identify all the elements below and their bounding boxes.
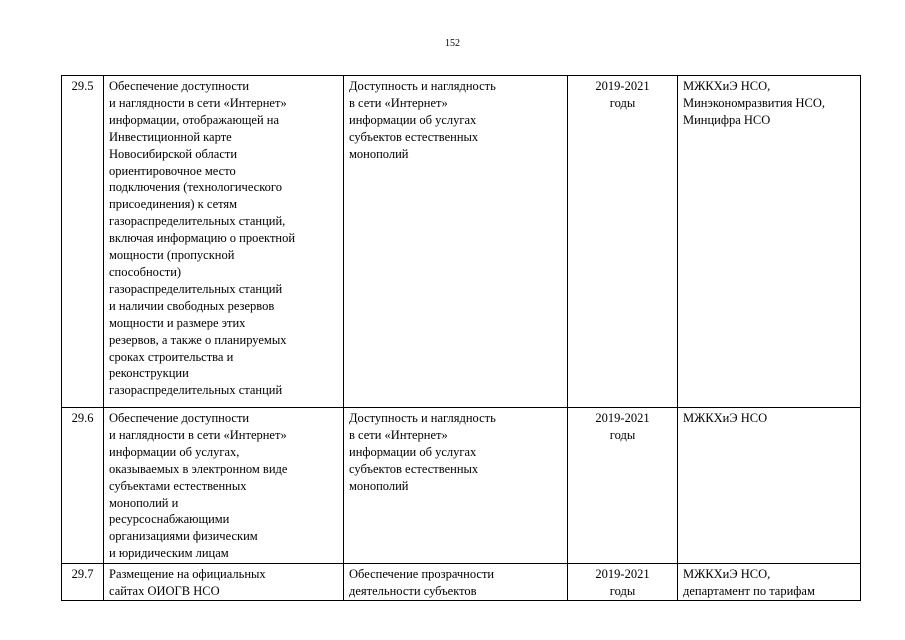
text-line: Обеспечение доступности bbox=[109, 79, 250, 93]
text-line: Размещение на официальных bbox=[109, 567, 266, 581]
text-line: годы bbox=[609, 427, 636, 442]
text-line: газораспределительных станций bbox=[109, 383, 283, 398]
table-row bbox=[62, 564, 861, 601]
text-line: мощности и размере этих bbox=[109, 315, 246, 330]
text-line: Доступность и наглядность bbox=[349, 79, 496, 93]
text-line: 2019-2021 bbox=[595, 411, 650, 425]
text-line: подключения (технологического bbox=[109, 180, 282, 195]
text-line: 2019-2021 bbox=[595, 567, 650, 581]
cell-responsible bbox=[678, 564, 861, 601]
text-line: годы bbox=[609, 95, 636, 110]
text-line: реконструкции bbox=[109, 366, 189, 381]
text-line: в сети «Интернет» bbox=[349, 95, 448, 110]
text-line: и юридическим лицам bbox=[109, 546, 229, 561]
text-line: включая информацию о проектной bbox=[109, 231, 296, 246]
text-line: годы bbox=[609, 583, 636, 598]
text-line: организациями физическим bbox=[109, 529, 258, 544]
text-line: способности) bbox=[109, 264, 182, 279]
cell-number: 29.7 bbox=[62, 564, 104, 601]
text-line: Обеспечение доступности bbox=[109, 411, 250, 425]
cell-responsible bbox=[678, 408, 861, 564]
text-line: МЖКХиЭ НСО bbox=[683, 411, 768, 425]
text-line: монополий и bbox=[109, 495, 179, 510]
cell-period bbox=[568, 564, 678, 601]
text-line: и наличии свободных резервов bbox=[109, 298, 275, 313]
cell-result bbox=[344, 76, 568, 408]
text-line: департамент по тарифам bbox=[683, 583, 815, 598]
text-line: Инвестиционной карте bbox=[109, 129, 232, 144]
text-line: сроках строительства и bbox=[109, 349, 234, 364]
text-line: Доступность и наглядность bbox=[349, 411, 496, 425]
text-line: и наглядности в сети «Интернет» bbox=[109, 95, 287, 110]
text-line: монополий bbox=[349, 146, 409, 161]
cell-number: 29.6 bbox=[62, 408, 104, 564]
text-line: ориентировочное место bbox=[109, 163, 236, 178]
text-line: присоединения) к сетям bbox=[109, 197, 238, 212]
cell-number: 29.5 bbox=[62, 76, 104, 408]
text-line: сайтах ОИОГВ НСО bbox=[109, 583, 220, 598]
text-line: газораспределительных станций, bbox=[109, 214, 286, 229]
text-line: МЖКХиЭ НСО, bbox=[683, 567, 771, 581]
text-line: деятельности субъектов bbox=[349, 583, 477, 598]
text-line: Новосибирской области bbox=[109, 146, 238, 161]
cell-action bbox=[104, 564, 344, 601]
text-line: Обеспечение прозрачности bbox=[349, 567, 495, 581]
text-line: и наглядности в сети «Интернет» bbox=[109, 427, 287, 442]
page-number: 152 bbox=[445, 38, 460, 49]
text-line: оказываемых в электронном виде bbox=[109, 461, 288, 476]
text-line: информации об услугах bbox=[349, 112, 477, 127]
text-line: информации об услугах, bbox=[109, 444, 240, 459]
cell-period bbox=[568, 408, 678, 564]
text-line: МЖКХиЭ НСО, bbox=[683, 79, 771, 93]
text-line: газораспределительных станций bbox=[109, 281, 283, 296]
cell-result bbox=[344, 408, 568, 564]
cell-responsible bbox=[678, 76, 861, 408]
text-line: монополий bbox=[349, 478, 409, 493]
text-line: субъектами естественных bbox=[109, 478, 247, 493]
cell-action bbox=[104, 408, 344, 564]
text-line: субъектов естественных bbox=[349, 129, 479, 144]
text-line: Минцифра НСО bbox=[683, 112, 771, 127]
text-line: субъектов естественных bbox=[349, 461, 479, 476]
text-line: информации, отображающей на bbox=[109, 112, 280, 127]
text-line: резервов, а также о планируемых bbox=[109, 332, 287, 347]
text-line: в сети «Интернет» bbox=[349, 427, 448, 442]
text-line: ресурсоснабжающими bbox=[109, 512, 230, 527]
cell-action bbox=[104, 76, 344, 408]
table-row bbox=[62, 408, 861, 564]
table-row bbox=[62, 76, 861, 408]
text-line: информации об услугах bbox=[349, 444, 477, 459]
cell-result bbox=[344, 564, 568, 601]
cell-period bbox=[568, 76, 678, 408]
text-line: Минэкономразвития НСО, bbox=[683, 95, 826, 110]
text-line: 2019-2021 bbox=[595, 79, 650, 93]
text-line: мощности (пропускной bbox=[109, 248, 235, 263]
measures-table bbox=[61, 75, 861, 601]
